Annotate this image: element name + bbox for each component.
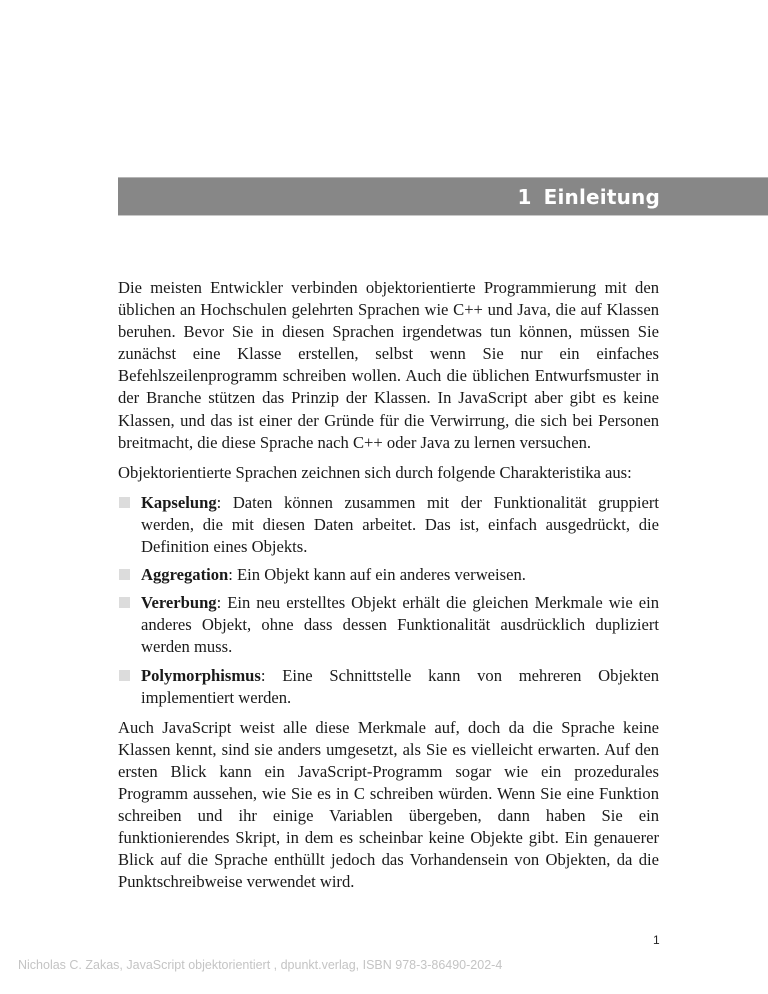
list-item: [118, 592, 659, 658]
characteristics-list: [118, 492, 659, 709]
list-item: [118, 492, 659, 558]
list-item-text: : Ein neu erstelltes Objekt erhält die gleichen Merkmale wie ein anderes Objekt, ohne dass dessen Funktionalität ausdrücklich dupliziert werden muss.: [141, 593, 659, 657]
list-item-term: Polymorphismus: [141, 665, 261, 685]
bullet-square-icon: [119, 497, 130, 508]
list-item-term: Kapselung: [141, 492, 217, 512]
list-item-term: Aggregation: [141, 565, 229, 585]
paragraph-javascript: Auch JavaScript weist alle diese Merkmale auf, doch da die Sprache keine Klassen kennt, sind sie anders umgesetzt, als Sie es vielleicht erwarten. Auf den ersten Blick kann ein JavaScript-Programm sogar wie ein prozedurales Programm aussehen, wie Sie es in C schreiben würden. Wenn Sie eine Funktion schreiben und ihr einige Variablen übergeben, dann haben Sie ein funktionierendes Skript, in dem es scheinbar keine Objekte gibt. Ein genauerer Blick auf die Sprache enthüllt jedoch das Vorhandensein von Objekten, da die Punktschreibweise verwendet wird.: [118, 717, 659, 892]
page-number: 1: [653, 933, 660, 947]
footer-watermark: Nicholas C. Zakas, JavaScript objektorientiert , dpunkt.verlag, ISBN 978-3-86490-202-4: [18, 958, 503, 972]
chapter-number: 1: [517, 185, 532, 209]
chapter-title: [517, 184, 660, 210]
list-item-text: : Eine Schnittstelle kann von mehreren Objekten implementiert werden.: [141, 665, 659, 707]
list-item: [118, 665, 659, 709]
chapter-title-text: Einleitung: [543, 185, 660, 209]
paragraph-intro: Die meisten Entwickler verbinden objektorientierte Programmierung mit den üblichen an Hochschulen gelehrten Sprachen wie C++ und Java, die auf Klassen beruhen. Bevor Sie in diesen Sprachen irgendetwas tun können, müssen Sie zunächst eine Klasse erstellen, selbst wenn Sie nur ein einfaches Befehlszeilenprogramm schreiben wollen. Auch die üblichen Entwurfsmuster in der Branche stützen das Prinzip der Klassen. In JavaScript aber gibt es keine Klassen, und das ist einer der Gründe für die Verwirrung, die sich bei Personen breitmacht, die diese Sprache nach C++ oder Java zu lernen versuchen.: [118, 278, 659, 452]
list-item-term: Vererbung: [141, 593, 217, 613]
chapter-heading-bar: [118, 177, 768, 216]
list-item-text: : Daten können zusammen mit der Funktionalität gruppiert werden, die mit diesen Daten arbeitet. Das ist, einfach ausgedrückt, die Definition eines Objekts.: [141, 492, 659, 557]
paragraph-characteristics: Objektorientierte Sprachen zeichnen sich durch folgende Charakteristika aus:: [118, 462, 632, 482]
list-item: [118, 564, 659, 586]
bullet-square-icon: [119, 597, 130, 608]
bullet-square-icon: [119, 569, 130, 580]
body-text: [118, 277, 659, 901]
bullet-square-icon: [119, 670, 130, 681]
list-item-text: : Ein Objekt kann auf ein anderes verweisen.: [228, 565, 526, 585]
